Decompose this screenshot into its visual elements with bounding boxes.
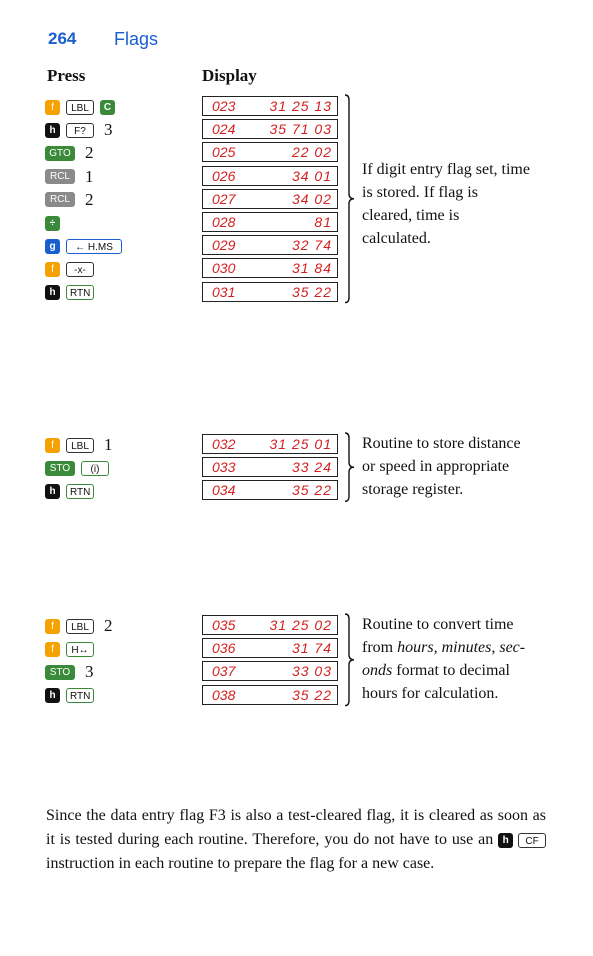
display-box: [202, 434, 338, 454]
line-number: 026: [212, 167, 236, 184]
keystroke-row: [45, 96, 125, 118]
line-number: 038: [212, 686, 236, 703]
key-code: 33 03: [291, 663, 332, 680]
display-box: [202, 189, 338, 209]
key-code: 31 74: [291, 640, 332, 657]
keystroke-row: [45, 142, 94, 164]
display-box: [202, 235, 338, 255]
annotation-line: or speed in appropriate: [362, 458, 510, 475]
calculator-key: LBL: [66, 438, 94, 453]
key-code: 35 22: [291, 686, 332, 703]
keystroke-row: [45, 258, 104, 280]
line-number: 025: [212, 144, 236, 161]
keystroke-row: [45, 282, 104, 304]
calculator-key: g: [45, 239, 60, 254]
annotation-line: If digit entry flag set, time: [362, 161, 530, 178]
annotation-line: calculated.: [362, 230, 431, 247]
calculator-key: -x-: [66, 262, 94, 277]
key-code: 31 25 13: [269, 98, 332, 114]
line-number: 034: [212, 482, 236, 499]
digit-entry: 1: [85, 166, 94, 186]
key-code: 34 01: [291, 167, 332, 184]
calculator-key: f: [45, 262, 60, 277]
line-number: 024: [212, 121, 236, 138]
keystroke-row: [45, 638, 104, 660]
digit-entry: 1: [104, 435, 113, 454]
display-box: [202, 480, 338, 500]
digit-entry: 2: [85, 143, 94, 163]
calculator-key: (i): [81, 461, 109, 476]
key-code: 34 02: [291, 190, 332, 207]
paragraph-text-before: Since the data entry flag F3 is also a test-cleared flag, it is cleared as soon as it is tested during each routine. Therefore, you do not have to use an: [46, 807, 546, 848]
keystroke-row: [45, 457, 119, 479]
keystroke-row: [45, 166, 94, 188]
line-number: 028: [212, 214, 236, 230]
line-number: 032: [212, 436, 236, 452]
digit-entry: 2: [104, 616, 113, 635]
calculator-key: GTO: [45, 146, 75, 161]
calculator-key: h: [45, 285, 60, 300]
calculator-key: RCL: [45, 169, 75, 184]
curly-brace: [342, 613, 356, 707]
key-code: 35 22: [291, 283, 332, 300]
cf-key: CF: [518, 833, 546, 848]
key-code: 22 02: [291, 144, 332, 161]
calculator-key: H↔: [66, 642, 94, 657]
calculator-key: f: [45, 619, 60, 634]
display-box: [202, 638, 338, 658]
display-box: [202, 615, 338, 635]
curly-brace: [342, 432, 356, 502]
display-box: [202, 258, 338, 278]
keystroke-row: [45, 235, 132, 257]
keystroke-row: [45, 480, 104, 502]
key-code: 32 74: [291, 237, 332, 254]
line-number: 033: [212, 459, 236, 476]
display-column-heading: Display: [202, 66, 257, 85]
calculator-key: RTN: [66, 285, 94, 300]
display-box: [202, 685, 338, 705]
calculator-key: C: [100, 100, 115, 115]
display-box: [202, 457, 338, 477]
key-code: 35 22: [291, 482, 332, 499]
calculator-key: h: [45, 484, 60, 499]
keystroke-row: [45, 189, 94, 211]
line-number: 027: [212, 190, 236, 207]
key-code: 31 84: [291, 260, 332, 277]
press-column-heading: Press: [47, 66, 86, 85]
key-code: 33 24: [291, 459, 332, 476]
annotation-line: hours for calculation.: [362, 685, 499, 702]
calculator-key: ← H.MS: [66, 239, 122, 254]
section-title: Flags: [114, 29, 159, 49]
display-box: [202, 96, 338, 116]
line-number: 037: [212, 663, 236, 680]
keystroke-row: [45, 685, 104, 707]
line-number: 031: [212, 283, 236, 300]
h-key: h: [498, 833, 513, 848]
annotation-line: from hours, minutes, sec-: [362, 639, 526, 656]
calculator-key: h: [45, 688, 60, 703]
display-box: [202, 142, 338, 162]
keystroke-row: [45, 212, 70, 234]
digit-entry: 3: [104, 120, 113, 140]
calculator-key: h: [45, 123, 60, 138]
calculator-key: RCL: [45, 192, 75, 207]
curly-brace: [342, 94, 356, 304]
line-number: 036: [212, 640, 236, 657]
page-number: 264: [48, 29, 77, 48]
keystroke-row: [45, 615, 113, 637]
display-box: [202, 212, 338, 232]
annotation-line: storage register.: [362, 481, 464, 498]
digit-entry: 2: [85, 189, 94, 209]
key-code: 31 25 02: [269, 617, 332, 633]
keystroke-row: [45, 661, 94, 683]
calculator-key: f: [45, 100, 60, 115]
paragraph-text-after: instruction in each routine to prepare the flag for a new case.: [46, 855, 435, 872]
calculator-key: STO: [45, 665, 75, 680]
display-box: [202, 661, 338, 681]
calculator-key: LBL: [66, 619, 94, 634]
calculator-key: RTN: [66, 688, 94, 703]
line-number: 023: [212, 98, 236, 114]
annotation-line: cleared, time is: [362, 207, 460, 224]
annotation-line: onds format to decimal: [362, 662, 510, 679]
key-code: 31 25 01: [269, 436, 332, 452]
calculator-key: f: [45, 642, 60, 657]
line-number: 029: [212, 237, 236, 254]
keystroke-row: [45, 119, 113, 141]
calculator-key: STO: [45, 461, 75, 476]
key-code: 35 71 03: [269, 121, 332, 138]
calculator-key: LBL: [66, 100, 94, 115]
annotation-line: is stored. If flag is: [362, 184, 478, 201]
keystroke-row: [45, 434, 113, 456]
display-box: [202, 166, 338, 186]
line-number: 030: [212, 260, 236, 277]
key-code: 81: [314, 214, 332, 230]
calculator-key: RTN: [66, 484, 94, 499]
calculator-key: ÷: [45, 216, 60, 231]
explanation-paragraph: [46, 804, 546, 876]
annotation-line: Routine to store distance: [362, 435, 521, 452]
digit-entry: 3: [85, 662, 94, 682]
calculator-key: f: [45, 438, 60, 453]
line-number: 035: [212, 617, 236, 633]
display-box: [202, 282, 338, 302]
annotation-line: Routine to convert time: [362, 616, 514, 633]
calculator-key: F?: [66, 123, 94, 138]
display-box: [202, 119, 338, 139]
